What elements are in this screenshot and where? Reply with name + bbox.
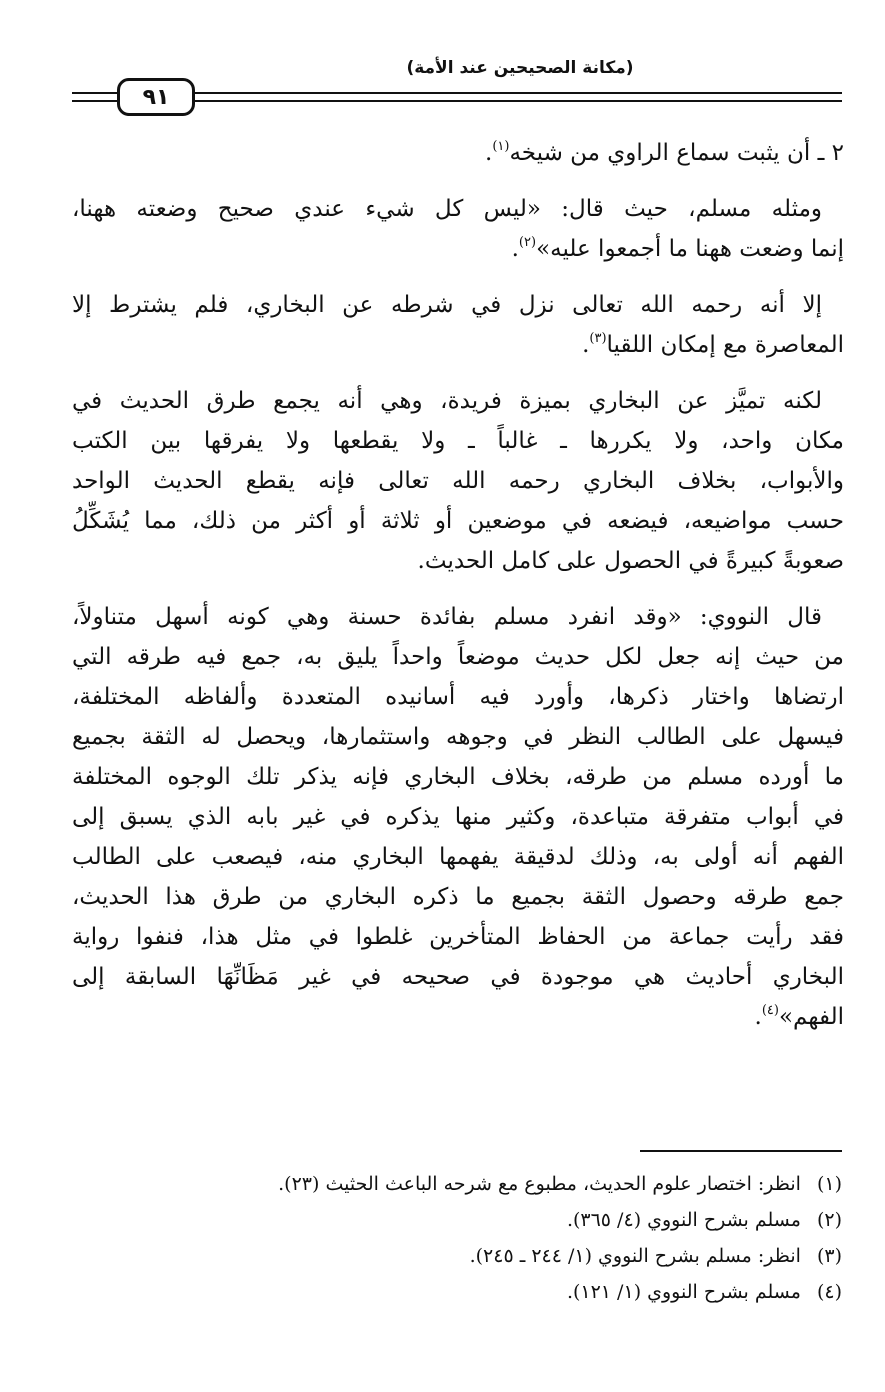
footnote-ref[interactable]: (٣) — [589, 331, 607, 346]
text-line: لكنه تميَّز عن البخاري بميزة فريدة، وهي أنه يجمع طرق الحديث في — [72, 388, 822, 414]
header-rule-left-bottom — [72, 100, 117, 102]
paragraph-4 — [72, 381, 844, 581]
footnote-number: (١) — [816, 1173, 842, 1195]
paragraph-1 — [72, 133, 844, 173]
footnote-divider — [640, 1150, 842, 1152]
body-text — [72, 133, 844, 1053]
header-rule-right-top — [195, 92, 842, 94]
page-number-box — [117, 78, 195, 116]
text-line: ومثله مسلم، حيث قال: «ليس كل شيء عندي صحيح وضعته ههنا، — [72, 196, 822, 222]
text-line: والأبواب، بخلاف البخاري رحمه الله تعالى فإنه يقطع الحديث الواحد — [72, 468, 844, 494]
footnote-text: انظر: مسلم بشرح النووي (١/ ٢٤٤ ـ ٢٤٥). — [469, 1245, 801, 1267]
footnote-text: انظر: اختصار علوم الحديث، مطبوع مع شرحه الباعث الحثيث (٢٣). — [278, 1173, 801, 1195]
text-line: ارتضاها واختار ذكرها، وأورد فيه أسانيده المتعددة وألفاظه المختلفة، — [72, 684, 844, 710]
footnote-number: (٢) — [816, 1209, 842, 1231]
text-line: قال النووي: «وقد انفرد مسلم بفائدة حسنة وهي كونه أسهل متناولاً، — [72, 604, 822, 630]
text-line — [72, 325, 844, 365]
text-span: المعاصرة مع إمكان اللقيا — [606, 332, 844, 358]
footnote-number: (٤) — [816, 1281, 842, 1303]
footnote-ref[interactable]: (١) — [492, 139, 510, 154]
footnote-item — [140, 1202, 842, 1238]
paragraph-3 — [72, 285, 844, 365]
text-line: في أبواب متفرقة متباعدة، وكثير منها يذكره في غير بابه الذي يسبق إلى — [72, 804, 844, 830]
text-line: من حيث إنه جعل لكل حديث موضعاً واحداً يليق به، جمع فيه طرقه التي — [72, 644, 844, 670]
footnote-ref[interactable]: (٤) — [761, 1003, 779, 1018]
text-span: الفهم» — [778, 1004, 844, 1030]
text-line: البخاري أحاديث هي موجودة في صحيحه في غير مَظَانِّهَا السابقة إلى — [72, 964, 844, 990]
text-line: الفهم أنه أولى به، وذلك لدقيقة يفهمها البخاري منه، فيصعب على الطالب — [72, 844, 844, 870]
text-line: مكان واحد، ولا يكررها ـ غالباً ـ ولا يقطعها ولا يفرقها بين الكتب — [72, 428, 844, 454]
text-span: . — [754, 1004, 762, 1030]
footnote-item — [140, 1238, 842, 1274]
paragraph-2 — [72, 189, 844, 269]
text-line: جمع طرقه وحصول الثقة بجميع ما ذكره البخاري من طرق هذا الحديث، — [72, 884, 844, 910]
footnote-ref[interactable]: (٢) — [518, 235, 537, 250]
text-line: فيسهل على الطالب النظر في وجوهه واستثمارها، ويحصل له الثقة بجميع — [72, 724, 844, 750]
footnote-text: مسلم بشرح النووي (١/ ١٢١). — [566, 1281, 801, 1303]
text-span: . — [485, 140, 493, 166]
footnote-number: (٣) — [816, 1245, 842, 1267]
header-rule-right-bottom — [195, 100, 842, 102]
header-rule-left-top — [72, 92, 117, 94]
paragraph-5 — [72, 597, 844, 1037]
text-line: إلا أنه رحمه الله تعالى نزل في شرطه عن البخاري، فلم يشترط إلا — [72, 292, 822, 318]
text-line: صعوبةً كبيرةً في الحصول على كامل الحديث. — [417, 548, 844, 574]
text-span: إنما وضعت ههنا ما أجمعوا عليه» — [536, 236, 844, 262]
text-span: . — [511, 236, 519, 262]
text-line — [72, 997, 844, 1037]
text-span: ٢ ـ أن يثبت سماع الراوي من شيخه — [509, 140, 844, 166]
text-line: فقد رأيت جماعة من الحفاظ المتأخرين غلطوا في مثل هذا، فنفوا رواية — [72, 924, 844, 950]
text-line: ما أورده مسلم من طرقه، بخلاف البخاري فإنه يذكر تلك الوجوه المختلفة — [72, 764, 844, 790]
footnote-text: مسلم بشرح النووي (٤/ ٣٦٥). — [566, 1209, 801, 1231]
text-line — [72, 229, 844, 269]
running-title: (مكانة الصحيحين عند الأمة) — [406, 58, 634, 78]
footnote-item — [140, 1166, 842, 1202]
text-line: حسب مواضيعه، فيضعه في موضعين أو ثلاثة أو أكثر من ذلك، مما يُشَكِّلُ — [72, 508, 844, 534]
page-number: ٩١ — [142, 84, 170, 110]
footnotes — [140, 1166, 842, 1310]
footnote-item — [140, 1274, 842, 1310]
text-span: . — [582, 332, 590, 358]
text-line — [72, 133, 844, 173]
